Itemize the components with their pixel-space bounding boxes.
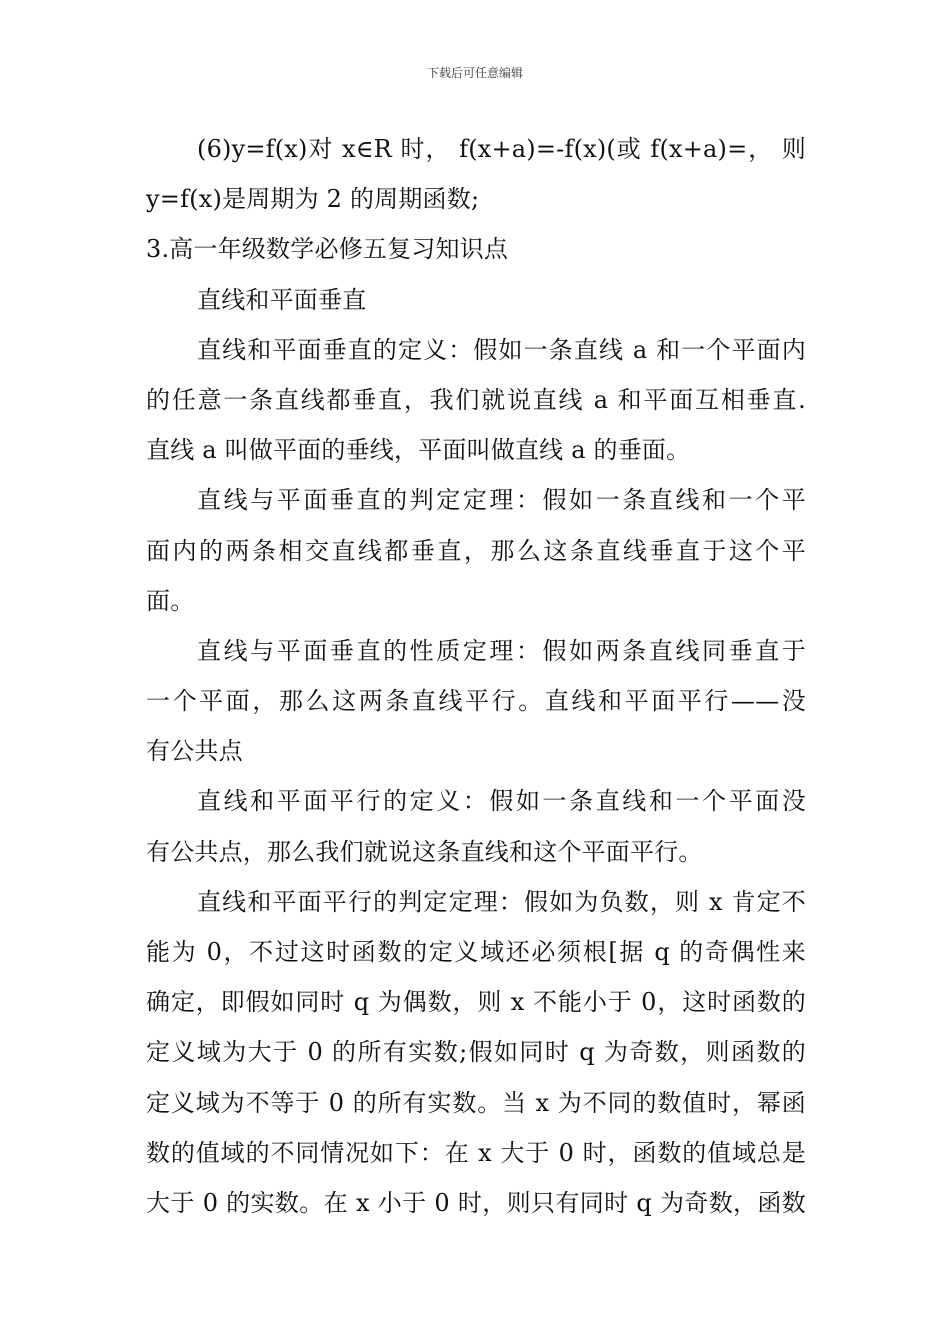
text-line: 直线和平面垂直的定义：假如一条直线 a 和一个平面内 (197, 335, 806, 364)
text-line: 面。 (146, 586, 195, 615)
text-line: 确定，即假如同时 q 为偶数，则 x 不能小于 0，这时函数的 (146, 988, 806, 1017)
text-line: 有公共点 (146, 737, 243, 766)
text-line: 直线和平面平行的判定定理：假如为负数，则 x 肯定不 (197, 887, 806, 916)
text-line: 能为 0，不过这时函数的定义域还必须根[据 q 的奇偶性来 (146, 938, 806, 966)
text-line: 有公共点，那么我们就说这条直线和这个平面平行。 (146, 837, 703, 866)
text-line: 直线和平面平行的定义：假如一条直线和一个平面没 (197, 787, 806, 816)
text-line: y=f(x)是周期为 2 的周期函数; (146, 185, 480, 214)
text-line: 定义域为不等于 0 的所有实数。当 x 为不同的数值时，幂函 (146, 1088, 806, 1117)
text-line: 一个平面，那么这两条直线平行。直线和平面平行——没 (146, 687, 806, 716)
subsection-heading: 直线和平面垂直 (197, 285, 367, 314)
text-line: 的任意一条直线都垂直，我们就说直线 a 和平面互相垂直. (146, 385, 806, 414)
text-line: 直线 a 叫做平面的垂线，平面叫做直线 a 的垂面。 (146, 436, 691, 465)
text-line: (6)y=f(x)对 x∈R 时， f(x+a)=-f(x)(或 f(x+a)=， 则 (197, 135, 806, 163)
text-line: 数的值域的不同情况如下：在 x 大于 0 时，函数的值域总是 (146, 1138, 806, 1167)
section-heading: 3.高一年级数学必修五复习知识点 (146, 235, 509, 264)
text-line: 大于 0 的实数。在 x 小于 0 时，则只有同时 q 为奇数，函数 (146, 1188, 806, 1217)
text-line: 面内的两条相交直线都垂直，那么这条直线垂直于这个平 (146, 536, 806, 565)
text-line: 直线与平面垂直的性质定理：假如两条直线同垂直于 (197, 636, 806, 665)
text-line: 直线与平面垂直的判定定理：假如一条直线和一个平 (197, 486, 806, 515)
text-line: 定义域为大于 0 的所有实数;假如同时 q 为奇数，则函数的 (146, 1038, 806, 1067)
page-header: 下载后可任意编辑 (426, 66, 523, 80)
document-body (146, 124, 806, 1228)
